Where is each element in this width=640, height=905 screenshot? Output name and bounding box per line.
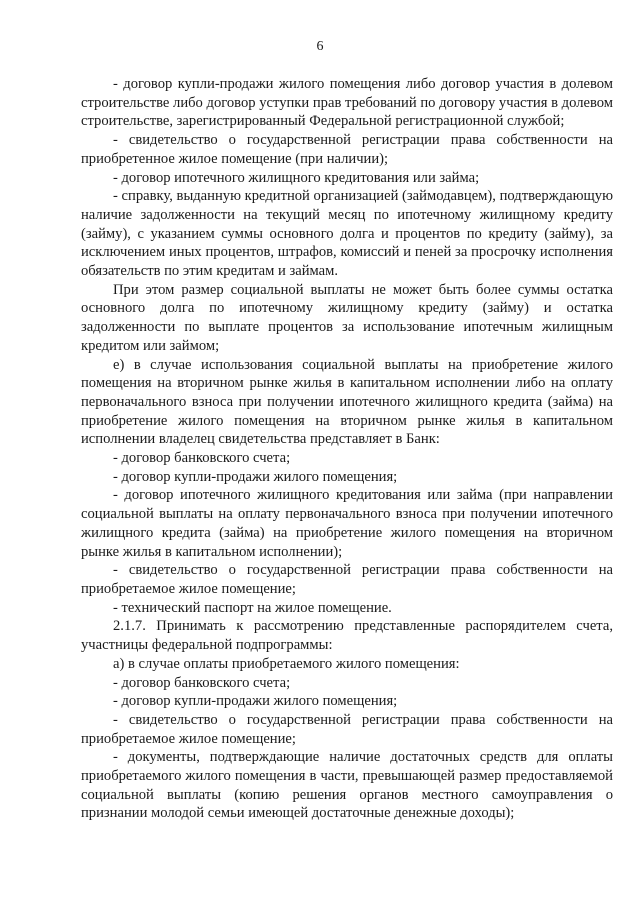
paragraph: - свидетельство о государственной регистрации права собственности на приобретенное жилое помещение (при наличии); [81, 132, 613, 167]
paragraph: - договор банковского счета; [113, 450, 291, 467]
paragraph: 2.1.7. Принимать к рассмотрению представленные распорядителем счета, участницы федеральной подпрограммы: [81, 618, 613, 654]
document-body [81, 75, 613, 823]
paragraph: - договор банковского счета; [113, 674, 291, 691]
paragraph: - свидетельство о государственной регистрации права собственности на приобретаемое жилое помещение; [81, 562, 613, 597]
paragraph: - технический паспорт на жилое помещение. [113, 599, 392, 616]
paragraph: - договор купли-продажи жилого помещения; [113, 468, 398, 485]
paragraph: е) в случае использования социальной выплаты на приобретение жилого помещения на вторичном рынке жилья в капитальном исполнении либо на оплату первоначального взноса при получении ипотечного жилищного кредита (займа) на приобретение жилого помещения на вторичном рынке жилья в капитальном исполнении владелец свидетельства представляет в Банк: [81, 356, 613, 448]
paragraph: - документы, подтверждающие наличие достаточных средств для оплаты приобретаемого жилого помещения в части, превышающей размер предоставляемой социальной выплаты (копию решения органов местного самоуправления о признании молодой семьи имеющей достаточные денежные доходы); [81, 749, 613, 822]
paragraph: - договор ипотечного жилищного кредитования или займа (при направлении социальной выплаты на оплату первоначального взноса при получении ипотечного жилищного кредита (займа) на приобретение жилого помещения на вторичном рынке жилья в капитальном исполнении); [81, 487, 613, 560]
page-number: 6 [316, 39, 324, 54]
paragraph: При этом размер социальной выплаты не может быть более суммы остатка основного долга по ипотечному жилищному кредиту (займу) и остатка задолженности по выплате процентов за использование ипотечным жилищным кредитом или займом; [81, 281, 613, 354]
paragraph: - свидетельство о государственной регистрации права собственности на приобретаемое жилое помещение; [81, 711, 613, 747]
paragraph: - договор купли-продажи жилого помещения либо договор участия в долевом строительстве либо договор уступки прав требований по договору участия в долевом строительстве, зарегистрированный Федеральной регистрационной службой; [81, 76, 613, 130]
paragraph: а) в случае оплаты приобретаемого жилого помещения: [113, 655, 460, 672]
paragraph: - справку, выданную кредитной организацией (займодавцем), подтверждающую наличие задолженности на текущий месяц по ипотечному жилищному кредиту (займу), с указанием суммы основного долга и процентов по кредиту (займу), за исключением иных процентов, штрафов, комиссий и пеней за просрочку исполнения обязательств по этим кредитам и займам. [81, 188, 613, 280]
paragraph: - договор ипотечного жилищного кредитования или займа; [113, 169, 480, 186]
paragraph: - договор купли-продажи жилого помещения; [113, 693, 398, 710]
